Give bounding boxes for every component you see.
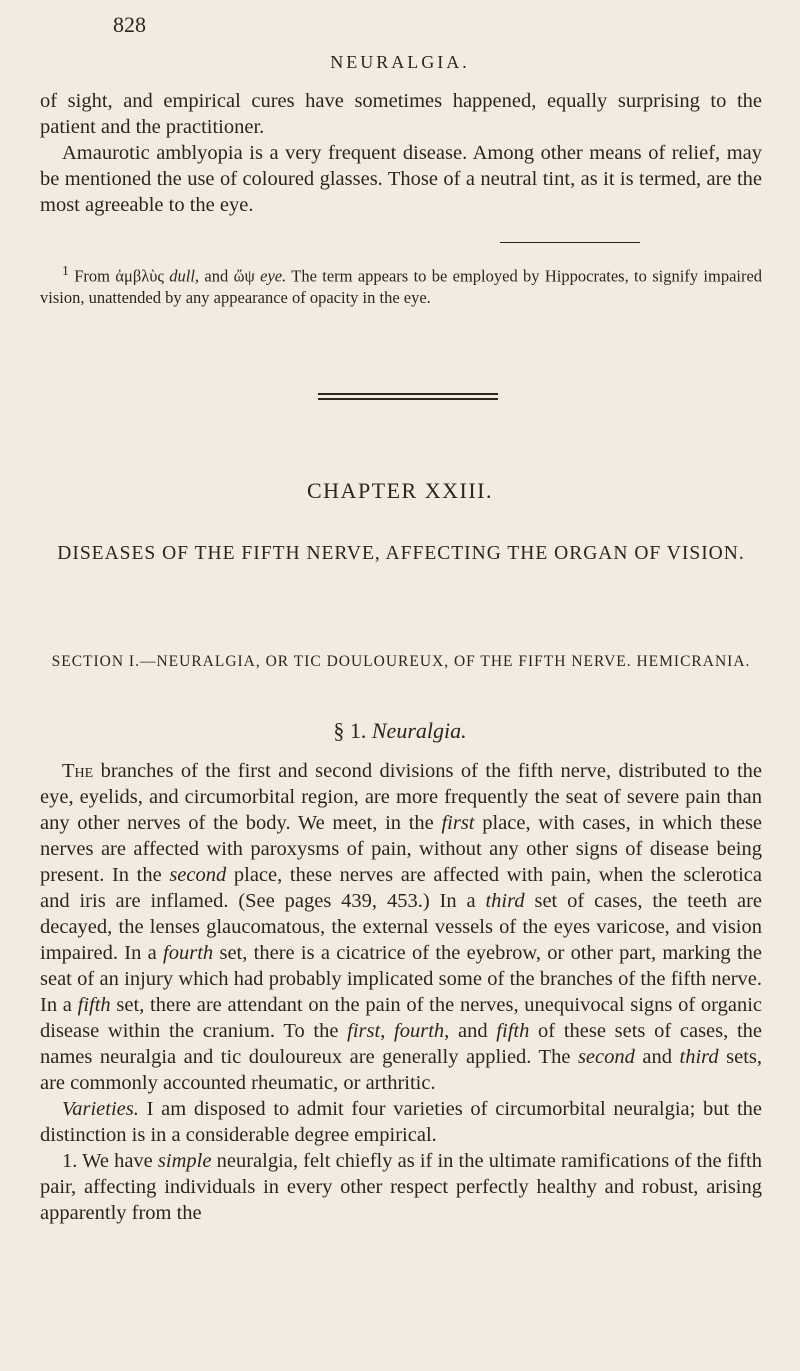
footnote-gloss-1: dull, [169, 266, 200, 286]
paragraph-mark: § 1. [333, 718, 367, 743]
paragraph-continuation: of sight, and empirical cures have sometimes happened, equally surprising to the patient and the practitioner. [40, 90, 762, 138]
top-text-block [40, 88, 762, 218]
text-run: and [642, 1046, 672, 1068]
chapter-subject: DISEASES OF THE FIFTH NERVE, AFFECTING THE ORGAN OF VISION. [57, 543, 745, 564]
italic-run: first [441, 812, 475, 834]
text-run: I am disposed to admit four varieties of circumorbital neuralgia; but the distinction is in a considerable degree empirical. [40, 1098, 762, 1146]
page-number: 828 [113, 12, 146, 37]
footnote-text-before: From [74, 266, 110, 286]
italic-run: fifth [496, 1020, 530, 1042]
text-run: set of cases, the teeth are decayed, the lenses glaucomatous, the external vessels of the eyes varicose, and vision impaired. In a [40, 890, 763, 964]
text-run: place, with cases, in which these nerves are affected with paroxysms of pain, without any other signs of disease being present. In the [40, 812, 763, 886]
text-run: place, these nerves are affected with pain, when the sclerotica and iris are inflamed. (See pages 439, 453.) In a [40, 864, 762, 912]
chapter-rule-top [318, 393, 498, 395]
footnote-text-after: The term appears to be employed by Hippocrates, to signify impaired vision, unattended by any appearance of opacity in the eye. [40, 266, 763, 307]
text-run: set, there are attendant on the pain of the nerves, unequivocal signs of organic disease within the cranium. To the [40, 994, 762, 1042]
italic-run: first [347, 1020, 381, 1042]
text-run: sets, are commonly accounted rheumatic, or arthritic. [40, 1046, 763, 1094]
section-title: SECTION I.—NEURALGIA, OR TIC DOULOUREUX, OF THE FIFTH NERVE. HEMICRANIA. [51, 653, 751, 670]
footnote-text-and: and [204, 266, 229, 286]
italic-run: fifth [77, 994, 111, 1016]
italic-run: fourth [394, 1020, 445, 1042]
paragraph-varieties [40, 1096, 762, 1148]
paragraph-heading [0, 718, 800, 744]
text-run: of these sets of cases, the names neuralgia and tic douloureux are generally applied. The [40, 1020, 762, 1068]
chapter-rule-bottom [318, 398, 498, 400]
chapter-title: CHAPTER XXIII. [307, 478, 493, 503]
footnote-greek-2: ὤψ [233, 266, 255, 286]
italic-run: simple [157, 1150, 212, 1172]
paragraph-simple-neuralgia [40, 1148, 762, 1226]
text-run: set, there is a cicatrice of the eyebrow, or other part, marking the seat of an injury which had probably implicated some of the branches of the fifth nerve. In a [40, 942, 763, 1016]
paragraph-branches [40, 758, 762, 1096]
footnote-marker: 1 [62, 263, 69, 278]
text-run: , [380, 1020, 386, 1042]
italic-run: fourth [163, 942, 214, 964]
footnote [40, 260, 762, 308]
italic-run: third [679, 1046, 719, 1068]
text-run: branches of the first and second divisions of the fifth nerve, distributed to the eye, eyelids, and circumorbital region, are more frequently the seat of severe pain than any other nerves of the body. We meet, in the [40, 760, 763, 834]
lead-word: The [62, 760, 94, 782]
main-text-block [40, 758, 762, 1226]
italic-run: second [169, 864, 227, 886]
paragraph-amaurotic: Amaurotic amblyopia is a very frequent disease. Among other means of relief, may be mentioned the use of coloured glasses. Those of a neutral tint, as it is termed, are the most agreeable to the eye. [40, 142, 762, 216]
text-run: neuralgia, felt chiefly as if in the ultimate ramifications of the fifth pair, affecting individuals in every other respect perfectly healthy and robust, arising apparently from the [40, 1150, 763, 1224]
footnote-greek-1: ἀμβλὺς [115, 266, 164, 286]
footnote-gloss-2: eye. [260, 266, 287, 286]
running-head: NEURALGIA. [330, 52, 470, 72]
footnote-rule [500, 242, 640, 243]
varieties-label: Varieties. [62, 1098, 139, 1120]
italic-run: third [485, 890, 525, 912]
text-run: , and [444, 1020, 488, 1042]
text-run: 1. We have [62, 1150, 153, 1172]
italic-run: second [577, 1046, 635, 1068]
paragraph-heading-title: Neuralgia. [371, 718, 467, 743]
